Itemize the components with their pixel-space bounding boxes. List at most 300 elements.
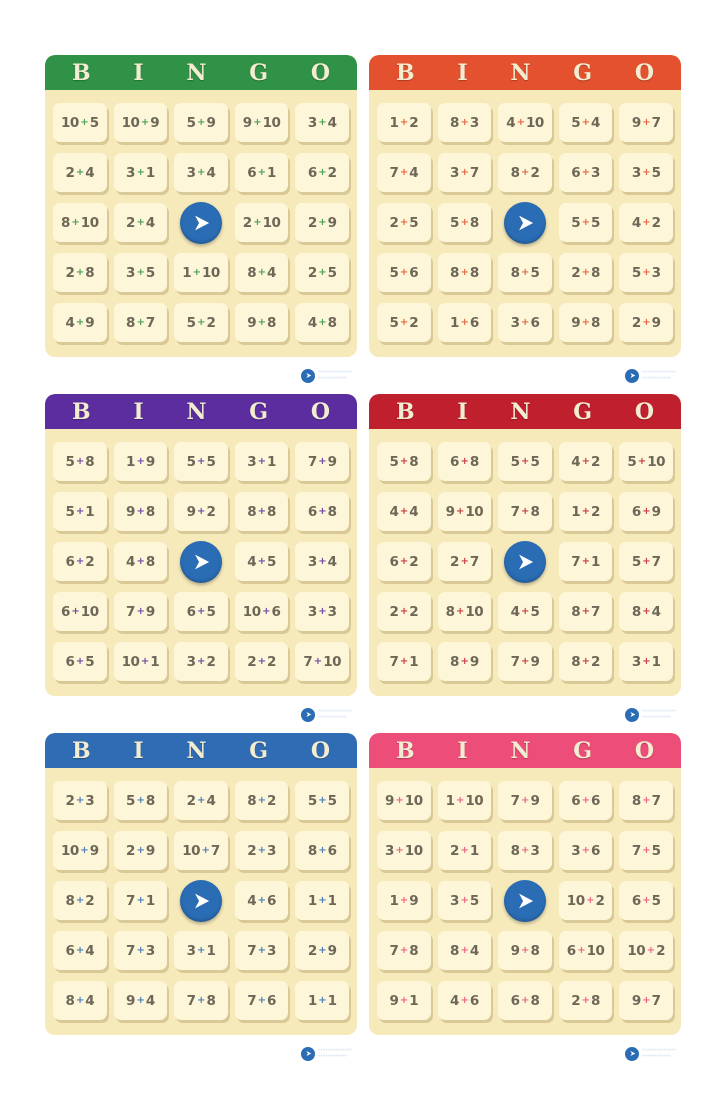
bingo-cell: 1 + 9 [114, 442, 168, 481]
plus-sign: + [399, 117, 408, 128]
bingo-letter-o: O [634, 59, 654, 86]
bingo-header [45, 55, 357, 90]
bingo-letter-g: G [573, 737, 593, 764]
bingo-card-blue-block [45, 733, 357, 1072]
plus-sign: + [197, 795, 205, 806]
plus-sign: + [642, 845, 651, 856]
plus-sign: + [197, 606, 205, 617]
bingo-letter-g: G [249, 59, 269, 86]
plus-sign: + [197, 117, 205, 128]
bingo-cell: 9 + 2 [174, 492, 228, 531]
bingo-cell: 4 + 4 [377, 492, 431, 531]
bingo-cell: 2 + 1 [438, 831, 492, 870]
bingo-cell: 9 + 7 [619, 981, 673, 1020]
plus-sign: + [318, 456, 327, 467]
bingo-cell: 7 + 8 [377, 931, 431, 970]
bingo-cell: 5 + 2 [377, 303, 431, 342]
plus-sign: + [399, 606, 408, 617]
bingo-cell: 5 + 4 [559, 103, 613, 142]
bingo-cell: 4 + 8 [114, 542, 168, 581]
bingo-cell: 10 + 6 [235, 592, 289, 631]
bingo-cell: 7 + 6 [235, 981, 289, 1020]
plus-sign: + [318, 556, 327, 567]
plus-sign: + [192, 267, 201, 278]
plus-sign: + [318, 995, 327, 1006]
bingo-letter-i: I [133, 398, 144, 425]
watermark-link[interactable] [369, 696, 681, 733]
bingo-cell: 8 + 7 [559, 592, 613, 631]
plus-sign: + [642, 556, 651, 567]
bingo-header [369, 394, 681, 429]
plus-sign: + [399, 217, 408, 228]
plus-sign: + [197, 995, 205, 1006]
watermark-text [318, 1048, 352, 1059]
bingo-cell: 6 + 2 [53, 542, 107, 581]
bingo-cell: 5 + 5 [559, 203, 613, 242]
bingo-cell: 5 + 8 [377, 442, 431, 481]
bingo-cell: 4 + 10 [498, 103, 552, 142]
bingo-cell: 7 + 8 [174, 981, 228, 1020]
bingo-cell: 7 + 9 [498, 642, 552, 681]
bingo-card-red-block [369, 394, 681, 733]
plus-sign: + [318, 117, 327, 128]
play-circle-icon [301, 708, 315, 722]
plus-sign: + [456, 506, 464, 517]
bingo-letter-b: B [396, 398, 415, 425]
bingo-cell: 5 + 3 [619, 253, 673, 292]
bingo-header [369, 55, 681, 90]
bingo-cell: 3 + 4 [295, 542, 349, 581]
bingo-letter-o: O [634, 737, 654, 764]
watermark-text-line2-illegible: ············ [318, 1053, 348, 1060]
bingo-cell: 2 + 8 [559, 981, 613, 1020]
bingo-cell: 8 + 7 [114, 303, 168, 342]
bingo-cell: 6 + 2 [377, 542, 431, 581]
plus-sign: + [140, 656, 149, 667]
plus-sign: + [75, 267, 84, 278]
plus-sign: + [197, 167, 205, 178]
bingo-letter-g: G [249, 398, 269, 425]
plus-sign: + [460, 217, 469, 228]
plus-sign: + [395, 845, 404, 856]
plus-sign: + [257, 845, 266, 856]
bingo-cell: 1 + 10 [174, 253, 228, 292]
bingo-cell: 7 + 4 [377, 153, 431, 192]
bingo-cell: 7 + 1 [377, 642, 431, 681]
bingo-cell: 8 + 7 [619, 781, 673, 820]
free-space-cell [498, 542, 552, 581]
plus-sign: + [75, 895, 84, 906]
bingo-cell: 1 + 1 [295, 881, 349, 920]
bingo-letter-b: B [72, 737, 91, 764]
plus-sign: + [581, 267, 590, 278]
plus-sign: + [201, 845, 210, 856]
plus-sign: + [136, 945, 145, 956]
plus-sign: + [257, 506, 266, 517]
watermark-text-line1-illegible: ·············· [318, 1047, 352, 1054]
bingo-cell: 6 + 1 [235, 153, 289, 192]
plus-sign: + [71, 606, 80, 617]
bingo-card-orange [369, 55, 681, 357]
bingo-cell: 5 + 10 [619, 442, 673, 481]
plus-sign: + [197, 945, 205, 956]
plus-sign: + [257, 656, 266, 667]
bingo-cell: 2 + 2 [377, 592, 431, 631]
plus-sign: + [399, 945, 408, 956]
bingo-letter-i: I [457, 737, 468, 764]
bingo-cell: 5 + 8 [53, 442, 107, 481]
plus-sign: + [71, 217, 80, 228]
watermark-text-line2-illegible: ············ [318, 714, 348, 721]
watermark-link[interactable] [369, 1035, 681, 1072]
bingo-cell: 2 + 5 [295, 253, 349, 292]
bingo-letter-o: O [310, 737, 330, 764]
plus-sign: + [318, 795, 327, 806]
bingo-cell: 4 + 5 [498, 592, 552, 631]
bingo-cell: 4 + 5 [235, 542, 289, 581]
plus-sign: + [460, 267, 469, 278]
plus-sign: + [642, 795, 651, 806]
plus-sign: + [581, 456, 590, 467]
bingo-letter-n: N [186, 737, 207, 764]
plus-sign: + [197, 506, 205, 517]
bingo-cell: 7 + 1 [114, 881, 168, 920]
bingo-letter-o: O [634, 398, 654, 425]
plus-sign: + [318, 217, 327, 228]
bingo-cell: 8 + 8 [235, 492, 289, 531]
bingo-letter-o: O [310, 59, 330, 86]
bingo-letter-b: B [396, 737, 415, 764]
bingo-card-grid [369, 429, 681, 696]
watermark-text-line1-illegible: ·············· [318, 708, 352, 715]
bingo-cell: 2 + 9 [114, 831, 168, 870]
plus-sign: + [318, 606, 327, 617]
plus-sign: + [460, 456, 469, 467]
bingo-cell: 9 + 8 [235, 303, 289, 342]
bingo-letter-i: I [133, 59, 144, 86]
plus-sign: + [642, 117, 651, 128]
bingo-cell: 10 + 2 [559, 881, 613, 920]
plus-sign: + [136, 317, 145, 328]
plus-sign: + [399, 317, 408, 328]
bingo-cell: 3 + 1 [174, 931, 228, 970]
plus-sign: + [642, 167, 651, 178]
bingo-cell: 10 + 9 [114, 103, 168, 142]
bingo-card-grid [369, 90, 681, 357]
plus-sign: + [75, 556, 84, 567]
plus-sign: + [257, 945, 266, 956]
plus-sign: + [637, 456, 646, 467]
watermark-text-line1-illegible: ·············· [642, 708, 676, 715]
plus-sign: + [399, 995, 408, 1006]
bingo-cell: 10 + 9 [53, 831, 107, 870]
plus-sign: + [581, 606, 590, 617]
bingo-cell: 2 + 9 [295, 203, 349, 242]
plus-sign: + [197, 456, 205, 467]
plus-sign: + [395, 795, 404, 806]
plus-sign: + [136, 895, 145, 906]
bingo-cell: 9 + 10 [438, 492, 492, 531]
watermark-text-line2-illegible: ············ [642, 1053, 672, 1060]
plus-sign: + [75, 167, 84, 178]
watermark-link[interactable] [45, 1035, 357, 1072]
bingo-cell: 7 + 9 [295, 442, 349, 481]
bingo-cell: 8 + 4 [438, 931, 492, 970]
bingo-cell: 5 + 2 [174, 303, 228, 342]
plus-sign: + [581, 167, 590, 178]
plus-sign: + [313, 656, 322, 667]
bingo-cell: 7 + 5 [619, 831, 673, 870]
plus-sign: + [136, 267, 145, 278]
plus-sign: + [516, 117, 525, 128]
plus-sign: + [642, 317, 651, 328]
plus-sign: + [581, 117, 590, 128]
play-button[interactable] [180, 880, 222, 922]
bingo-cell: 9 + 7 [619, 103, 673, 142]
plus-sign: + [521, 167, 529, 178]
watermark-text-line1-illegible: ·············· [642, 369, 676, 376]
bingo-cell: 1 + 2 [377, 103, 431, 142]
plus-sign: + [460, 556, 469, 567]
bingo-cell: 10 + 7 [174, 831, 228, 870]
bingo-letter-n: N [186, 398, 207, 425]
bingo-letter-g: G [249, 737, 269, 764]
bingo-cell: 3 + 7 [438, 153, 492, 192]
plus-sign: + [140, 117, 149, 128]
plus-sign: + [521, 845, 529, 856]
plus-sign: + [257, 556, 266, 567]
bingo-cell: 1 + 2 [559, 492, 613, 531]
watermark-text [642, 709, 676, 720]
plus-sign: + [581, 995, 590, 1006]
plus-sign: + [136, 845, 145, 856]
plus-sign: + [399, 506, 408, 517]
bingo-cell: 4 + 2 [619, 203, 673, 242]
plus-sign: + [399, 167, 408, 178]
watermark-text-line2-illegible: ············ [642, 714, 672, 721]
bingo-card-grid [45, 768, 357, 1035]
free-space-cell [174, 203, 228, 242]
watermark-link[interactable] [45, 357, 357, 394]
bingo-cell: 8 + 10 [53, 203, 107, 242]
bingo-cell: 2 + 2 [235, 642, 289, 681]
bingo-cell: 5 + 6 [377, 253, 431, 292]
bingo-cell: 5 + 5 [498, 442, 552, 481]
plus-sign: + [581, 217, 590, 228]
bingo-cell: 5 + 9 [174, 103, 228, 142]
plus-sign: + [460, 945, 469, 956]
free-space-cell [498, 881, 552, 920]
bingo-cell: 8 + 3 [498, 831, 552, 870]
plus-sign: + [399, 895, 408, 906]
plus-sign: + [642, 656, 651, 667]
plus-sign: + [521, 267, 529, 278]
bingo-cell: 2 + 8 [53, 253, 107, 292]
bingo-cell: 9 + 10 [377, 781, 431, 820]
bingo-card-grid [369, 768, 681, 1035]
plus-sign: + [75, 656, 84, 667]
bingo-cell: 2 + 3 [53, 781, 107, 820]
bingo-cell: 2 + 4 [53, 153, 107, 192]
plus-sign: + [262, 606, 270, 617]
bingo-cell: 3 + 6 [498, 303, 552, 342]
plus-sign: + [136, 606, 145, 617]
plus-sign: + [581, 317, 590, 328]
plus-sign: + [136, 556, 145, 567]
plus-sign: + [257, 267, 266, 278]
bingo-cell: 5 + 8 [438, 203, 492, 242]
bingo-cell: 6 + 9 [619, 492, 673, 531]
bingo-cell: 6 + 4 [53, 931, 107, 970]
bingo-cell: 3 + 5 [438, 881, 492, 920]
bingo-card-orange-block [369, 55, 681, 394]
bingo-cell: 6 + 8 [295, 492, 349, 531]
plus-sign: + [257, 167, 266, 178]
plus-sign: + [318, 895, 327, 906]
plus-sign: + [581, 795, 590, 806]
plus-sign: + [521, 945, 529, 956]
plus-sign: + [136, 795, 145, 806]
plus-sign: + [399, 456, 408, 467]
play-button[interactable] [504, 202, 546, 244]
free-space-cell [174, 881, 228, 920]
plus-sign: + [318, 506, 327, 517]
plus-sign: + [318, 845, 327, 856]
plus-sign: + [318, 317, 327, 328]
bingo-cell: 2 + 4 [174, 781, 228, 820]
plus-sign: + [75, 317, 84, 328]
bingo-header [45, 394, 357, 429]
plus-sign: + [460, 845, 469, 856]
bingo-cell: 8 + 3 [438, 103, 492, 142]
bingo-cell: 3 + 5 [114, 253, 168, 292]
plus-sign: + [80, 845, 89, 856]
bingo-cell: 4 + 6 [438, 981, 492, 1020]
bingo-cell: 1 + 9 [377, 881, 431, 920]
bingo-cell: 3 + 4 [174, 153, 228, 192]
bingo-cell: 9 + 1 [377, 981, 431, 1020]
plus-sign: + [521, 317, 529, 328]
bingo-cell: 1 + 6 [438, 303, 492, 342]
bingo-letter-n: N [510, 398, 531, 425]
bingo-card-purple-block [45, 394, 357, 733]
plus-sign: + [399, 267, 408, 278]
bingo-cell: 6 + 5 [53, 642, 107, 681]
bingo-letter-b: B [396, 59, 415, 86]
bingo-card-green [45, 55, 357, 357]
bingo-cell: 3 + 1 [235, 442, 289, 481]
play-button[interactable] [180, 541, 222, 583]
bingo-cell: 8 + 4 [53, 981, 107, 1020]
plus-sign: + [136, 167, 145, 178]
bingo-cell: 9 + 10 [235, 103, 289, 142]
plus-sign: + [257, 456, 266, 467]
plus-sign: + [197, 317, 205, 328]
bingo-card-grid [45, 429, 357, 696]
bingo-cell: 4 + 6 [235, 881, 289, 920]
bingo-cell: 8 + 6 [295, 831, 349, 870]
plus-sign: + [646, 945, 655, 956]
plus-sign: + [642, 606, 651, 617]
plus-sign: + [456, 795, 464, 806]
bingo-letter-n: N [186, 59, 207, 86]
bingo-cell: 3 + 6 [559, 831, 613, 870]
bingo-cell: 6 + 5 [174, 592, 228, 631]
play-button[interactable] [504, 541, 546, 583]
bingo-cell: 7 + 9 [114, 592, 168, 631]
plus-sign: + [318, 945, 327, 956]
bingo-card-blue [45, 733, 357, 1035]
plus-sign: + [642, 506, 651, 517]
plus-sign: + [253, 217, 262, 228]
bingo-cell: 9 + 8 [114, 492, 168, 531]
plus-sign: + [642, 895, 651, 906]
plus-sign: + [460, 167, 469, 178]
bingo-cell: 8 + 10 [438, 592, 492, 631]
bingo-cell: 6 + 8 [438, 442, 492, 481]
bingo-cell: 2 + 4 [114, 203, 168, 242]
bingo-cell: 5 + 8 [114, 781, 168, 820]
plus-sign: + [581, 656, 590, 667]
plus-sign: + [257, 895, 266, 906]
bingo-cell: 4 + 9 [53, 303, 107, 342]
bingo-letter-i: I [457, 59, 468, 86]
plus-sign: + [581, 556, 590, 567]
bingo-cell: 7 + 3 [114, 931, 168, 970]
plus-sign: + [80, 117, 89, 128]
free-space-cell [498, 203, 552, 242]
watermark-text-line1-illegible: ·············· [642, 1047, 676, 1054]
bingo-cell: 6 + 3 [559, 153, 613, 192]
plus-sign: + [75, 506, 84, 517]
bingo-cell: 2 + 9 [295, 931, 349, 970]
bingo-cell: 3 + 3 [295, 592, 349, 631]
watermark-link[interactable] [369, 357, 681, 394]
plus-sign: + [642, 267, 651, 278]
bingo-header [45, 733, 357, 768]
plus-sign: + [399, 556, 408, 567]
bingo-card-green-block [45, 55, 357, 394]
bingo-cell: 3 + 1 [619, 642, 673, 681]
play-button[interactable] [180, 202, 222, 244]
bingo-cell: 7 + 8 [498, 492, 552, 531]
bingo-cell: 8 + 8 [438, 253, 492, 292]
plus-sign: + [460, 995, 469, 1006]
bingo-letter-n: N [510, 59, 531, 86]
bingo-cell: 8 + 2 [53, 881, 107, 920]
bingo-cell: 6 + 6 [559, 781, 613, 820]
plus-sign: + [521, 656, 529, 667]
plus-sign: + [136, 456, 145, 467]
plus-sign: + [75, 795, 84, 806]
bingo-cell: 5 + 5 [174, 442, 228, 481]
bingo-cell: 3 + 4 [295, 103, 349, 142]
bingo-letter-n: N [510, 737, 531, 764]
plus-sign: + [642, 995, 651, 1006]
plus-sign: + [318, 167, 327, 178]
plus-sign: + [460, 895, 469, 906]
bingo-card-pink [369, 733, 681, 1035]
watermark-text [318, 370, 352, 381]
bingo-cell: 8 + 2 [559, 642, 613, 681]
bingo-letter-b: B [72, 59, 91, 86]
plus-sign: + [460, 317, 469, 328]
play-button[interactable] [504, 880, 546, 922]
bingo-cell: 7 + 10 [295, 642, 349, 681]
bingo-letter-i: I [133, 737, 144, 764]
watermark-link[interactable] [45, 696, 357, 733]
plus-sign: + [257, 795, 266, 806]
